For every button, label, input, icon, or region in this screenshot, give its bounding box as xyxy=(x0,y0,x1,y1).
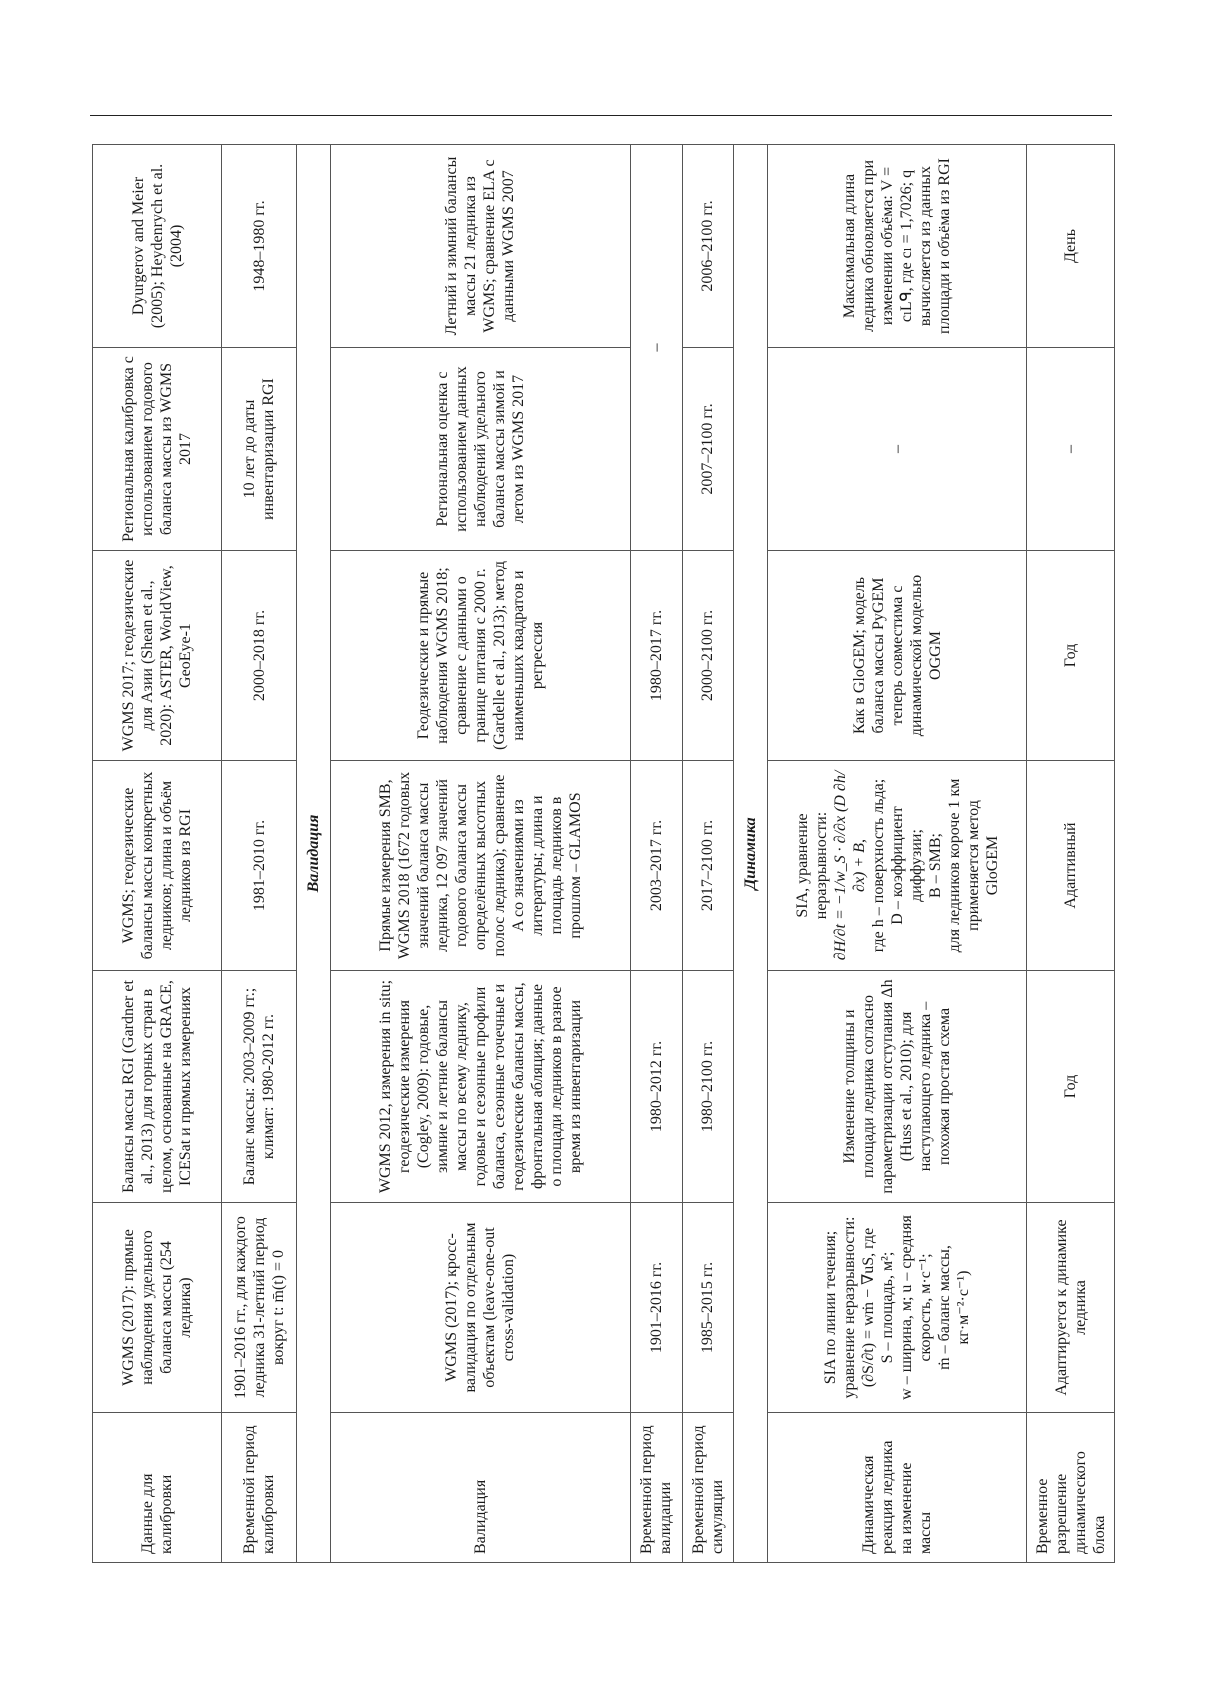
row-label: Временной период симуляции xyxy=(682,1413,734,1563)
table-cell xyxy=(768,1203,1027,1413)
table-cell: WGMS; геодезические балансы массы конкретных ледников; длина и объём ледников из RGI xyxy=(93,761,222,971)
section-title-validation: Валидация xyxy=(296,145,330,1563)
table-cell: Год xyxy=(1027,551,1115,761)
table-cell: – xyxy=(1027,348,1115,551)
row-label: Временной период калибровки xyxy=(222,1413,296,1563)
row-label: Валидация xyxy=(330,1413,630,1563)
cell-line: SIA по линии течения; xyxy=(822,1230,840,1385)
cell-line: SIA, уравнение неразрывности: xyxy=(793,811,830,920)
table-cell: 1980–2017 гг. xyxy=(630,551,682,761)
table-cell: – xyxy=(768,348,1027,551)
table-cell: 2003–2017 гг. xyxy=(630,761,682,971)
cell-line: для ледников короче 1 км применяется метод GloGEM xyxy=(945,778,1001,953)
table-cell: 1948–1980 гг. xyxy=(222,145,296,348)
cell-line: ṁ – баланс массы, кг·м⁻²·с⁻¹) xyxy=(936,1245,973,1370)
table-cell: 1980–2012 гг. xyxy=(630,971,682,1203)
table-cell: Как в GloGEM; модель баланса массы PyGEM теперь совместима с динамической моделью OGGM xyxy=(768,551,1027,761)
table-row xyxy=(222,145,296,1563)
table-row xyxy=(682,145,734,1563)
table-row xyxy=(330,145,630,1563)
row-label: Данные для калибровки xyxy=(93,1413,222,1563)
cell-line: (∂S/∂t) = wṁ − ∇uS, где xyxy=(860,1227,878,1388)
table-cell: Балансы массы RGI (Gardner et al., 2013) для горных стран в целом, основанные на GRACE, ICESat и прямых измерениях xyxy=(93,971,222,1203)
table-cell xyxy=(768,761,1027,971)
header-rule xyxy=(90,115,1112,116)
table-row xyxy=(93,145,222,1563)
table-cell: Максимальная длина ледника обновляется при изменении объёма: V = cₗLᑫ, где cₗ = 1,7026; q вычисляется из данных площади и объёма из RGI xyxy=(768,145,1027,348)
table-cell: Изменение толщины и площади ледника согласно параметризации отступания Δh (Huss et al., 2010); для наступающего ледника – похожая простая схема xyxy=(768,971,1027,1203)
table-cell: WGMS (2017): прямые наблюдения удельного баланса массы (254 ледника) xyxy=(93,1203,222,1413)
table-cell: Региональная оценка с использованием данных наблюдений удельного баланса массы зимой и летом из WGMS 2017 xyxy=(330,348,630,551)
table-cell: 10 лет до даты инвентаризации RGI xyxy=(222,348,296,551)
row-label: Динамическая реакция ледника на изменение массы xyxy=(768,1413,1027,1563)
cell-line: где h – поверхность льда; xyxy=(869,778,887,953)
table-cell: 2017–2100 гг. xyxy=(682,761,734,971)
table-cell: Региональная калибровка с использованием годового баланса массы из WGMS 2017 xyxy=(93,348,222,551)
section-row xyxy=(296,145,330,1563)
section-title-dynamics: Динамика xyxy=(734,145,768,1563)
cell-line: w – ширина, м; u – средняя скорость, м·с⁻¹; xyxy=(898,1215,935,1400)
table-cell: День xyxy=(1027,145,1115,348)
table-cell: WGMS 2012, измерения in situ; геодезические измерения (Cogley, 2009): годовые, зимние и летние балансы массы по всему леднику, годовые и сезонные профили баланса, сезонные точечные и геодезические балансы массы, фронтальная абляция; данные о площади ледников в разное время из инвентаризации xyxy=(330,971,630,1203)
equation: ∂H/∂t = −1/w_S · ∂/∂x (D ∂h/∂x) + B, xyxy=(831,770,868,961)
row-label: Временной период валидации xyxy=(630,1413,682,1563)
table-cell: Баланс массы: 2003–2009 гг.; климат: 1980-2012 гг. xyxy=(222,971,296,1203)
table-cell: Адаптивный xyxy=(1027,761,1115,971)
table-cell: 1985–2015 гг. xyxy=(682,1203,734,1413)
table-cell: Геодезические и прямые наблюдения WGMS 2018; сравнение с данными о границе питания с 2000 г. (Gardelle et al., 2013); метод наименьших квадратов и регрессия xyxy=(330,551,630,761)
table-cell: Dyurgerov and Meier (2005); Heydenrych et al. (2004) xyxy=(93,145,222,348)
table-cell: 1980–2100 гг. xyxy=(682,971,734,1203)
row-label: Временное разрешение динамического блока xyxy=(1027,1413,1115,1563)
table-cell: 2007–2100 гг. xyxy=(682,348,734,551)
model-comparison-table xyxy=(92,144,1115,1563)
table-cell: WGMS 2017; геодезические для Азии (Shean et al., 2020): ASTER, WorldView, GeoEye-1 xyxy=(93,551,222,761)
table-row xyxy=(1027,145,1115,1563)
cell-line: D – коэффициент диффузии; xyxy=(888,806,925,925)
table-cell: Год xyxy=(1027,971,1115,1203)
table-cell: 1981–2010 гг. xyxy=(222,761,296,971)
table-row xyxy=(630,145,682,1563)
table-cell: 1901–2016 гг., для каждого ледника 31-летний период вокруг t: m̄(t) = 0 xyxy=(222,1203,296,1413)
table-cell: 2000–2100 гг. xyxy=(682,551,734,761)
section-row xyxy=(734,145,768,1563)
table-cell: WGMS (2017); кросс-валидация по отдельным объектам (leave-one-out cross-validation) xyxy=(330,1203,630,1413)
table-cell: – xyxy=(630,145,682,551)
table-cell: 2000–2018 гг. xyxy=(222,551,296,761)
cell-line: S – площадь, м²; xyxy=(879,1251,897,1364)
table-cell: Летний и зимний балансы массы 21 ледника из WGMS; сравнение ELA с данными WGMS 2007 xyxy=(330,145,630,348)
cell-line: уравнение неразрывности: xyxy=(841,1216,859,1399)
rotated-table-container xyxy=(92,145,1115,1563)
table-cell: Адаптируется к динамике ледника xyxy=(1027,1203,1115,1413)
table-row xyxy=(768,145,1027,1563)
table-cell: 2006–2100 гг. xyxy=(682,145,734,348)
table-cell: Прямые измерения SMB, WGMS 2018 (1672 годовых значений баланса массы ледника, 12 097 значений годового баланса массы определённых высотных полос ледника); сравнение A со значениями из литературы; длина и площадь ледников в прошлом – GLAMOS xyxy=(330,761,630,971)
cell-line: B – SMB; xyxy=(926,833,944,898)
table-cell: 1901–2016 гг. xyxy=(630,1203,682,1413)
